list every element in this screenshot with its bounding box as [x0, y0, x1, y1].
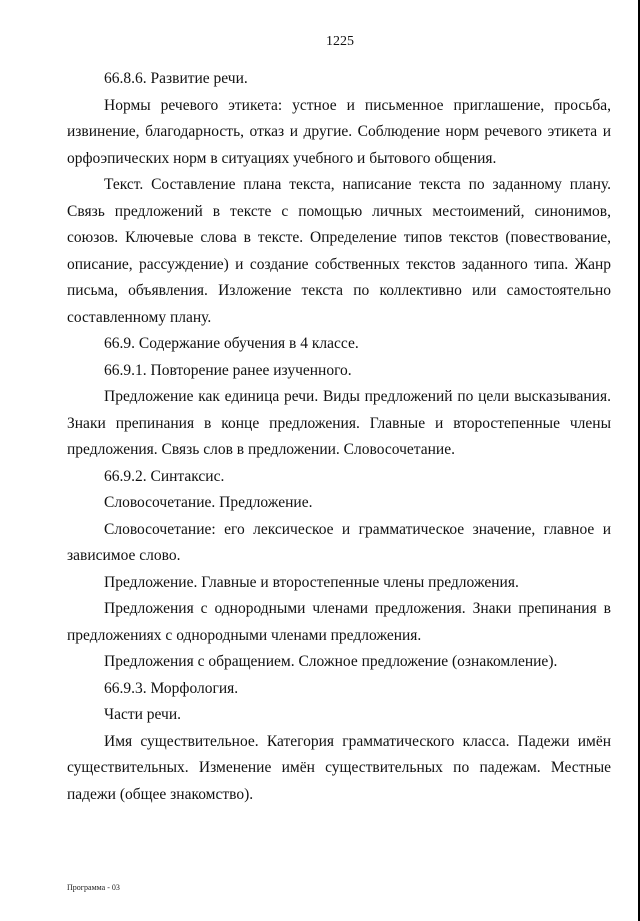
paragraph-sentence-members: Предложение. Главные и второстепенные члены предложения.	[104, 573, 519, 591]
paragraph-text-planning: Текст. Составление плана текста, написание текста по заданному плану. Связь предложений в тексте с помощью личных местоимений, синонимов, союзов. Ключевые слова в тексте. Определение типов текстов (повествование, описание, рассуждение) и создание собственных текстов заданного типа. Жанр письма, объявления. Изложение текста по коллективно или самостоятельно составленному плану.	[67, 176, 611, 326]
section-heading-66-8-6: 66.8.6. Развитие речи.	[104, 70, 248, 87]
page-footer: Программа - 03	[67, 883, 120, 892]
paragraph-speech-etiquette: Нормы речевого этикета: устное и письменное приглашение, просьба, извинение, благодарность, отказ и другие. Соблюдение норм речевого этикета и орфоэпических норм в ситуациях учебного и бытового общения.	[67, 96, 611, 167]
paragraph-noun: Имя существительное. Категория грамматического класса. Падежи имён существительных. Изменение имён существительных по падежам. Местные падежи (общее знакомство).	[67, 732, 611, 803]
paragraph-address-complex: Предложения с обращением. Сложное предложение (ознакомление).	[104, 653, 558, 670]
paragraph-sentence-unit: Предложение как единица речи. Виды предложений по цели высказывания. Знаки препинания в конце предложения. Главные и второстепенные члены предложения. Связь слов в предложении. Словосочетание.	[67, 388, 611, 458]
section-heading-66-9: 66.9. Содержание обучения в 4 классе.	[104, 335, 359, 352]
paragraph-parts-of-speech: Части речи.	[104, 706, 181, 723]
paragraph-phrase-sentence: Словосочетание. Предложение.	[104, 494, 313, 511]
page-number: 1225	[326, 34, 354, 49]
paragraph-phrase-meaning: Словосочетание: его лексическое и грамматическое значение, главное и зависимое слово.	[67, 520, 611, 564]
section-heading-66-9-2: 66.9.2. Синтаксис.	[104, 467, 225, 485]
section-heading-66-9-1: 66.9.1. Повторение ранее изученного.	[104, 361, 352, 379]
paragraph-homogeneous-members: Предложения с однородными членами предложения. Знаки препинания в предложениях с однородными членами предложения.	[67, 600, 611, 644]
document-body	[67, 66, 611, 808]
section-heading-66-9-3: 66.9.3. Морфология.	[104, 679, 239, 697]
